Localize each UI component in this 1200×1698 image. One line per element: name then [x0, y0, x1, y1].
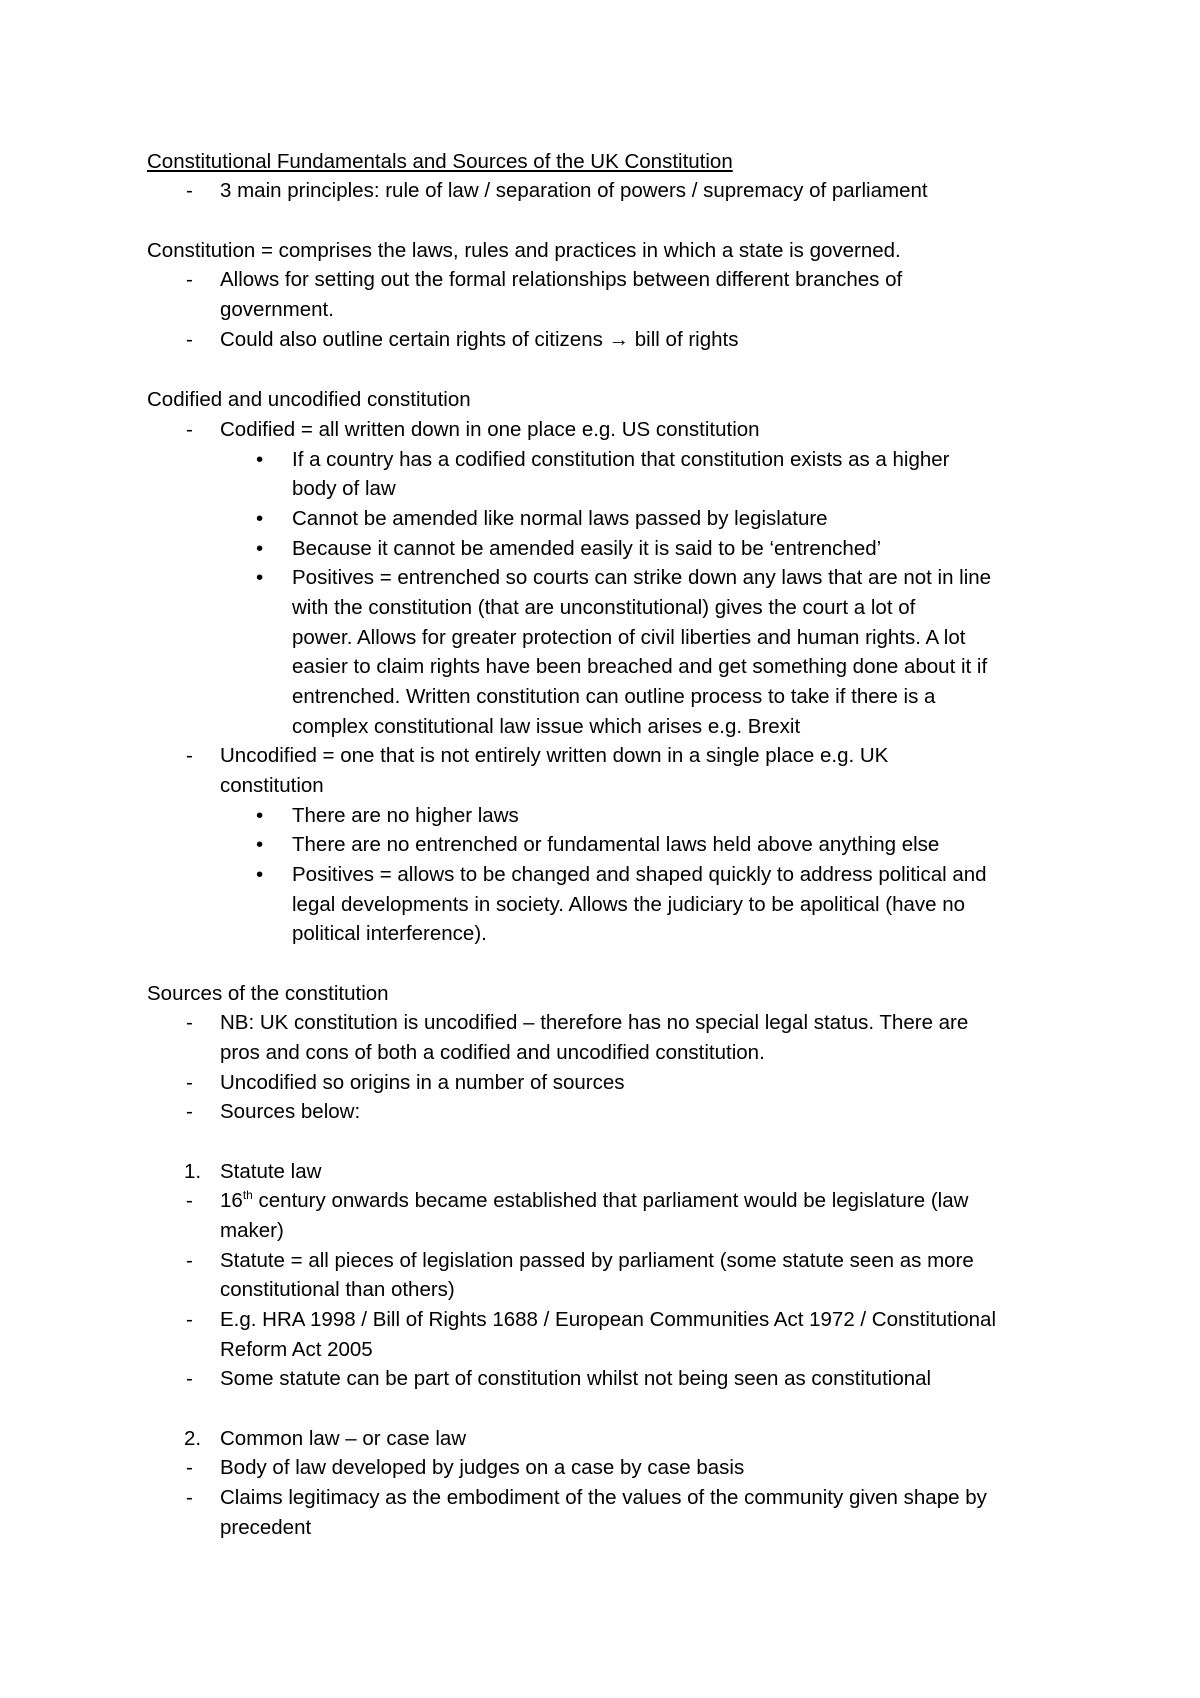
- bullet-marker: •: [256, 507, 264, 530]
- list-item-text-part: Could also outline certain rights of citizens: [220, 328, 603, 351]
- dash-marker: -: [186, 1189, 193, 1212]
- list-item-text: 3 main principles: rule of law / separation of powers / supremacy of parliament: [220, 179, 928, 202]
- list-item-text: Codified = all written down in one place e.g. US constitution: [220, 418, 760, 441]
- dash-marker: -: [186, 1308, 193, 1331]
- list-item-text: NB: UK constitution is uncodified – therefore has no special legal status. There are: [220, 1011, 969, 1034]
- number-marker: 2.: [184, 1427, 202, 1450]
- list-item-text: constitution: [220, 774, 324, 797]
- bullet-item-text: If a country has a codified constitution that constitution exists as a higher: [292, 448, 950, 471]
- dash-marker: -: [186, 1456, 193, 1479]
- dash-marker: -: [186, 418, 193, 441]
- list-item-text: maker): [220, 1219, 284, 1242]
- list-item-text: E.g. HRA 1998 / Bill of Rights 1688 / European Communities Act 1972 / Constitutional: [220, 1308, 997, 1331]
- document-title: Constitutional Fundamentals and Sources of the UK Constitution: [147, 150, 733, 173]
- bullet-marker: •: [256, 804, 264, 827]
- list-item-text: Statute = all pieces of legislation passed by parliament (some statute seen as more: [220, 1249, 974, 1272]
- bullet-item-text: power. Allows for greater protection of civil liberties and human rights. A lot: [292, 626, 966, 649]
- bullet-marker: •: [256, 537, 264, 560]
- list-item-text: constitutional than others): [220, 1278, 455, 1301]
- bullet-item-text: There are no entrenched or fundamental laws held above anything else: [292, 833, 940, 856]
- bullet-item-text: body of law: [292, 477, 396, 500]
- list-item-text: Claims legitimacy as the embodiment of the values of the community given shape by: [220, 1486, 987, 1509]
- list-item-text: Sources below:: [220, 1100, 361, 1123]
- numbered-heading-text: Statute law: [220, 1160, 322, 1183]
- bullet-item-text: legal developments in society. Allows the judiciary to be apolitical (have no: [292, 893, 966, 916]
- dash-marker: -: [186, 1100, 193, 1123]
- bullet-marker: •: [256, 566, 264, 589]
- ordinal-suffix: th: [242, 1188, 253, 1202]
- list-item-text: Uncodified = one that is not entirely written down in a single place e.g. UK: [220, 744, 889, 767]
- dash-marker: -: [186, 1249, 193, 1272]
- list-item-text-part: bill of rights: [634, 328, 739, 351]
- list-item-text: precedent: [220, 1516, 312, 1539]
- dash-marker: -: [186, 1367, 193, 1390]
- numbered-heading-text: Common law – or case law: [220, 1427, 467, 1450]
- list-item-text: Some statute can be part of constitution whilst not being seen as constitutional: [220, 1367, 932, 1390]
- dash-marker: -: [186, 328, 193, 351]
- bullet-item-text: political interference).: [292, 922, 487, 945]
- dash-marker: -: [186, 1071, 193, 1094]
- list-item-text: [220, 1186, 968, 1216]
- list-item-text: Uncodified so origins in a number of sources: [220, 1071, 625, 1094]
- section-heading-text: Sources of the constitution: [147, 982, 389, 1005]
- bullet-item-text: There are no higher laws: [292, 804, 519, 827]
- bullet-item-text: Positives = allows to be changed and shaped quickly to address political and: [292, 863, 987, 886]
- section-heading-text: Codified and uncodified constitution: [147, 388, 471, 411]
- arrow-icon: →: [608, 328, 630, 351]
- dash-marker: -: [186, 268, 193, 291]
- bullet-marker: •: [256, 833, 264, 856]
- dash-marker: -: [186, 1486, 193, 1509]
- bullet-item-text: with the constitution (that are unconstitutional) gives the court a lot of: [292, 596, 916, 619]
- bullet-item-text: Positives = entrenched so courts can strike down any laws that are not in line: [292, 566, 992, 589]
- century-number: 16: [220, 1189, 243, 1212]
- list-item-text: pros and cons of both a codified and uncodified constitution.: [220, 1041, 765, 1064]
- paragraph-text: Constitution = comprises the laws, rules and practices in which a state is governed.: [147, 239, 901, 262]
- dash-marker: -: [186, 1011, 193, 1034]
- number-marker: 1.: [184, 1160, 202, 1183]
- list-item-text: [220, 325, 738, 355]
- bullet-marker: •: [256, 448, 264, 471]
- dash-marker: -: [186, 744, 193, 767]
- bullet-item-text: Cannot be amended like normal laws passed by legislature: [292, 507, 828, 530]
- list-item-text: government.: [220, 298, 334, 321]
- list-item-text: Body of law developed by judges on a case by case basis: [220, 1456, 745, 1479]
- bullet-item-text: entrenched. Written constitution can outline process to take if there is a: [292, 685, 936, 708]
- bullet-item-text: Because it cannot be amended easily it is said to be ‘entrenched’: [292, 537, 882, 560]
- list-item-text-part: century onwards became established that parliament would be legislature (law: [252, 1189, 969, 1212]
- list-item-text: Reform Act 2005: [220, 1338, 373, 1361]
- bullet-item-text: easier to claim rights have been breached and get something done about it if: [292, 655, 988, 678]
- dash-marker: -: [186, 179, 193, 202]
- bullet-item-text: complex constitutional law issue which arises e.g. Brexit: [292, 715, 801, 738]
- list-item-text: Allows for setting out the formal relationships between different branches of: [220, 268, 903, 291]
- bullet-marker: •: [256, 863, 264, 886]
